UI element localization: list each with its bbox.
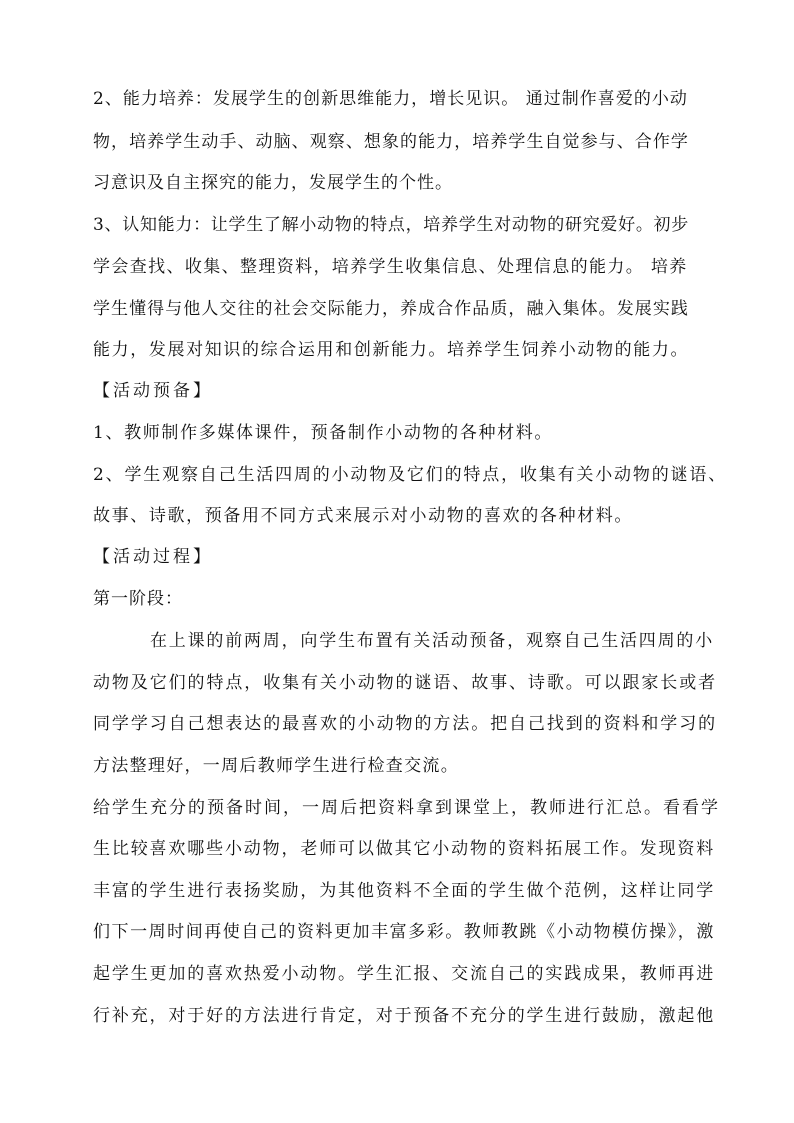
text-line: 方法整理好，一周后教师学生进行检查交流。 <box>93 756 459 776</box>
text-line: 动物及它们的特点，收集有关小动物的谜语、故事、诗歌。可以跟家长或者 <box>93 673 718 693</box>
text-line: 生比较喜欢哪些小动物，老师可以做其它小动物的资料拓展工作。发现资料 <box>93 839 716 859</box>
text-line: 物，培养学生动手、动脑、观察、想象的能力，培养学生自觉参与、合作学 <box>93 132 689 152</box>
text-line: 故事、诗歌，预备用不同方式来展示对小动物的喜欢的各种材料。 <box>93 506 633 526</box>
text-line: 给学生充分的预备时间，一周后把资料拿到课堂上，教师进行汇总。看看学 <box>93 798 720 818</box>
text-line: 丰富的学生进行表扬奖励，为其他资料不全面的学生做个范例，这样让同学 <box>93 881 716 901</box>
section-heading: 【活动过程】 <box>93 547 213 567</box>
section-heading: 【活动预备】 <box>93 381 213 401</box>
text-line: 学会查找、收集、整理资料，培养学生收集信息、处理信息的能力。 培养 <box>93 257 688 277</box>
text-line: 学生懂得与他人交往的社会交际能力，养成合作品质，融入集体。发展实践 <box>93 299 689 319</box>
text-line: 起学生更加的喜欢热爱小动物。学生汇报、交流自己的实践成果，教师再进 <box>93 964 716 984</box>
text-line: 同学学习自己想表达的最喜欢的小动物的方法。把自己找到的资料和学习的 <box>93 714 718 734</box>
text-line: 能力，发展对知识的综合运用和创新能力。培养学生饲养小动物的能力。 <box>93 340 690 360</box>
text-line: 2、学生观察自己生活四周的小动物及它们的特点，收集有关小动物的谜语、 <box>93 465 728 485</box>
subsection-label: 第一阶段： <box>93 589 183 609</box>
text-line: 在上课的前两周，向学生布置有关活动预备，观察自己生活四周的小 <box>150 631 714 651</box>
text-line: 1、教师制作多媒体课件，预备制作小动物的各种材料。 <box>93 423 554 443</box>
text-line: 们下一周时间再使自己的资料更加丰富多彩。教师教跳《小动物模仿操》，激 <box>93 922 715 942</box>
text-line: 行补充，对于好的方法进行肯定，对于预备不充分的学生进行鼓励，激起他 <box>93 1006 716 1026</box>
text-line: 习意识及自主探究的能力，发展学生的个性。 <box>93 173 453 193</box>
text-line: 3、认知能力：让学生了解小动物的特点，培养学生对动物的研究爱好。初步 <box>93 215 689 235</box>
text-line: 2、能力培养：发展学生的创新思维能力，增长见识。 通过制作喜爱的小动 <box>93 89 688 109</box>
